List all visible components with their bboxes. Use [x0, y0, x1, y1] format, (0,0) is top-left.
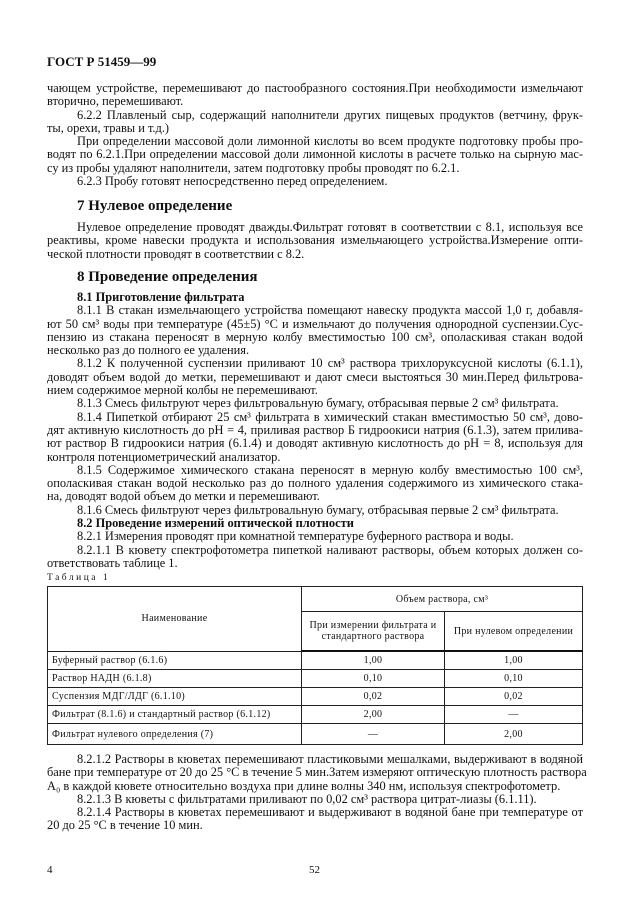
text-line: пензию из стакана переносят в мерную колбу вместимостью 100 см³, ополаскивая стакан водой — [47, 329, 583, 344]
text-line: 8.1.2 К полученной суспензии приливают 10 см³ раствора трихлоруксусной кислоты (6.1.1), — [77, 356, 583, 371]
document-header: ГОСТ Р 51459—99 — [47, 54, 157, 69]
text-line: 8.2.1.4 Растворы в кюветах перемешивают и выдерживают в водяной бане при температуре от — [77, 805, 583, 820]
cell-zero: — — [445, 706, 583, 724]
text-line: 6.2.2 Плавленый сыр, содержащий наполнители других пищевых продуктов (ветчину, фрук- — [77, 107, 583, 122]
text-line: A₀ в каждой кювете относительно воздуха при длине волны 340 нм, используя спектрофотометр. — [47, 778, 561, 793]
text-line: на, доводят водой объем до метки и перемешивают. — [47, 489, 320, 504]
text-line: 8.1.6 Смесь фильтруют через фильтровальную бумагу, отбрасывая первые 2 см³ фильтрата. — [77, 502, 559, 517]
text-line: су из пробы удаляют наполнители, затем подготовку пробы проводят по 6.2.1. — [47, 160, 460, 175]
text-line: нием содержимое мерной колбы не перемешивают. — [47, 383, 318, 398]
table-row — [48, 651, 583, 670]
table-row — [48, 724, 583, 745]
header-filtrate: При измерении фильтрата и стандартного раствора — [302, 612, 445, 652]
text-line: вторично, перемешивают. — [47, 94, 184, 109]
text-block-c — [47, 530, 583, 570]
cell-zero: 1,00 — [445, 651, 583, 670]
cell-zero: 0,02 — [445, 688, 583, 706]
text-line: ответствовать таблице 1. — [47, 555, 178, 570]
section-7-text — [47, 221, 583, 261]
text-line: 20 до 25 °С в течение 10 мин. — [47, 818, 203, 833]
table-caption: Таблица 1 — [47, 573, 111, 583]
page-number-left: 4 — [47, 864, 53, 876]
section-8-heading: 8 Проведение определения — [77, 269, 258, 285]
text-line: При определении массовой доли лимонной кислоты во всем продукте подготовку пробы про- — [77, 134, 583, 149]
text-line: 8.2.1 Измерения проводят при комнатной температуре буферного раствора и воды. — [77, 529, 514, 544]
text-line: ческой плотности проводят в соответствии с 8.2. — [47, 246, 305, 261]
section-8-body — [47, 291, 583, 570]
text-line: 6.2.3 Пробу готовят непосредственно перед определением. — [77, 174, 388, 189]
cell-name: Суспензия МДГ/ЛДГ (6.1.10) — [48, 688, 302, 706]
text-line: водят по 6.2.1.При определении массовой доли лимонной кислоты в расчете только на сырную мас- — [47, 147, 583, 162]
cell-filtrate: — — [302, 724, 445, 745]
text-line: бане при температуре от 20 до 25 °С в течение 5 мин.Затем измеряют оптическую плотность раствора — [47, 765, 587, 780]
subsection-8-2-heading: 8.2 Проведение измерений оптической плотности — [77, 516, 354, 531]
text-block-b — [47, 304, 583, 517]
cell-name: Буферный раствор (6.1.6) — [48, 651, 302, 670]
text-block-a — [47, 82, 583, 188]
text-line: Нулевое определение проводят дважды.Фильтрат готовят в соответствии с 8.1, используя все — [77, 220, 583, 234]
cell-filtrate: 2,00 — [302, 706, 445, 724]
header-name: Наименование — [48, 587, 302, 652]
cell-filtrate: 0,02 — [302, 688, 445, 706]
text-line: 8.2.1.3 В кюветы с фильтратами приливают по 0,02 см³ раствора цитрат-лиазы (6.1.11). — [77, 791, 537, 806]
table-row — [48, 706, 583, 724]
page-number-center: 52 — [309, 864, 320, 876]
cell-name: Фильтрат (8.1.6) и стандартный раствор (6.1.12) — [48, 706, 302, 724]
text-line: контроля потенциометрический анализатор. — [47, 449, 281, 464]
table-1 — [47, 586, 583, 745]
text-line: 8.2.1.2 Растворы в кюветах перемешивают пластиковыми мешалками, выдерживают в водяной — [77, 752, 583, 766]
table-row — [48, 688, 583, 706]
text-line: ты, орехи, травы и т.д.) — [47, 120, 170, 135]
header-zero: При нулевом определении — [445, 612, 583, 652]
cell-zero: 2,00 — [445, 724, 583, 745]
text-line: доводят объем водой до метки, перемешивают и дают смеси выстояться 30 мин.Перед фильтрова- — [47, 369, 583, 384]
cell-name: Раствор НАДН (6.1.8) — [48, 670, 302, 688]
cell-zero: 0,10 — [445, 670, 583, 688]
table-row — [48, 670, 583, 688]
cell-filtrate: 0,10 — [302, 670, 445, 688]
cell-name: Фильтрат нулевого определения (7) — [48, 724, 302, 745]
text-line: 8.1.5 Содержимое химического стакана переносят в мерную колбу вместимостью 100 см³, — [77, 462, 583, 477]
subsection-8-1-heading: 8.1 Приготовление фильтрата — [77, 290, 245, 304]
text-line: 8.1.1 В стакан измельчающего устройства помещают навеску продукта массой 1,0 г, добавля- — [77, 303, 583, 318]
text-line: дят активную кислотность до рН = 4, приливая раствор Б гидроокиси натрия (6.1.3), затем прилива- — [47, 422, 583, 437]
text-line: 8.1.4 Пипеткой отбирают 25 см³ фильтрата в химический стакан вместимостью 50 см³, дово- — [77, 409, 583, 424]
text-line: ют раствор В гидроокиси натрия (6.1.4) и доводят активную кислотность до рН = 8, используя для — [47, 436, 583, 451]
text-line: несколько раз до полного ее удаления. — [47, 343, 250, 358]
text-line: ополаскивая стакан водой несколько раз до полного удаления содержимого из химического стака- — [47, 476, 583, 491]
text-line: 8.2.1.1 В кювету спектрофотометра пипеткой наливают растворы, объем которых должен со- — [77, 542, 583, 557]
text-line: ют 50 см³ воды при температуре (45±5) °С и измельчают до получения однородной суспензии.Сус- — [47, 316, 583, 331]
text-block-d — [47, 752, 587, 833]
text-line: 8.1.3 Смесь фильтруют через фильтровальную бумагу, отбрасывая первые 2 см³ фильтрата. — [77, 396, 559, 411]
text-line: чающем устройстве, перемешивают до пастообразного состояния.При необходимости измельчают — [47, 81, 583, 95]
cell-filtrate: 1,00 — [302, 651, 445, 670]
section-7-heading: 7 Нулевое определение — [77, 198, 233, 214]
text-line: реактивы, кроме навески продукта и использования измельчающего устройства.Измерение опти- — [47, 233, 583, 248]
header-volume: Объем раствора, см³ — [302, 587, 583, 612]
